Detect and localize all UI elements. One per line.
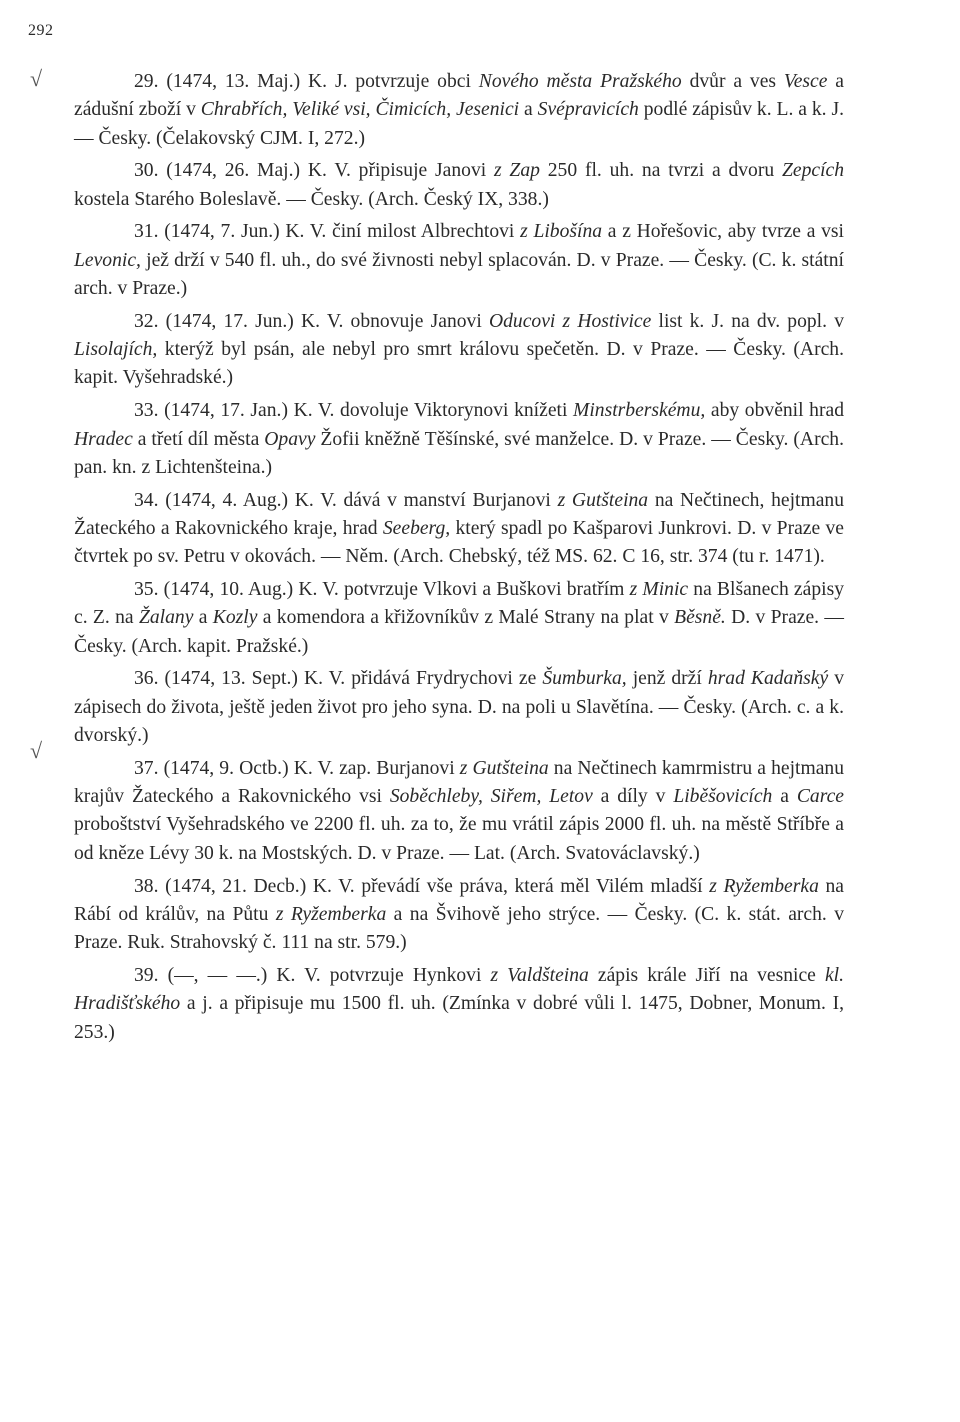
regest-entry-30 (74, 157, 844, 214)
margin-checkmark: √ (30, 66, 43, 91)
entry-text: který spadl po Kašparovi Junkrovi. D. v Praze ve čtvrtek po sv. Petru v okovách. — Něm. (Arch. Chebský, též MS. 62. C 16, str. 374 (tu r. 1471). (74, 517, 844, 568)
italic-name-text: Minstrberskému, (573, 400, 706, 422)
italic-name-text: z Gutšteina (557, 489, 649, 511)
entry-text: a zádušní zboží v (74, 71, 844, 121)
regest-entry-32 (74, 308, 844, 393)
entry-text: dvůr a ves (681, 71, 784, 92)
entry-text: 32. (1474, 17. Jun.) K. V. obnovuje Janovi (134, 310, 489, 332)
entry-text: Žofii kněžně Těšínské, své manželce. D. v Praze. — Česky. (Arch. pan. kn. z Lichtenšteina.) (74, 428, 844, 478)
entry-text: D. v Praze. — Česky. (Arch. kapit. Pražské.) (74, 607, 845, 657)
entry-text: na Rábí od králův, na Půtu (74, 875, 844, 925)
entry-text: a (519, 99, 538, 121)
entry-text: 37. (1474, 9. Octb.) K. V. zap. Burjanovi (134, 757, 460, 779)
entry-text: 33. (1474, 17. Jan.) K. V. dovoluje Viktorynovi knížeti (134, 400, 574, 422)
regest-entry-34 (74, 487, 844, 572)
italic-name-text: z Zap (494, 160, 540, 182)
entry-text: a j. a připisuje mu 1500 fl. uh. (Zmínka v dobré vůli l. 1475, Dobner, Monum. I, 253.) (74, 993, 844, 1043)
italic-name-text: Žalany (138, 607, 194, 629)
regest-entry-37 (74, 755, 844, 868)
entry-text: na Blšanech zápisy c. Z. na (74, 579, 844, 629)
italic-name-text: hrad Kadaňský (707, 668, 829, 690)
entry-text: 38. (1474, 21. Decb.) K. V. převádí vše práva, která měl Vilém mladší (134, 875, 710, 897)
italic-name-text: Nového města Pražského (478, 71, 682, 92)
entry-text: a (772, 786, 797, 808)
italic-name-text: Vesce (783, 71, 828, 92)
italic-name-text: Levonic, (74, 249, 141, 271)
document-body (74, 68, 844, 1051)
regest-entry-31 (74, 218, 844, 303)
entry-text: jež drží v 540 fl. uh., do své živnosti nebyl splacován. D. v Praze. — Česky. (C. k. státní arch. v Praze.) (74, 249, 844, 300)
italic-name-text: Carce (796, 786, 844, 808)
entry-text: 29. (1474, 13. Maj.) K. J. potvrzuje obci (134, 71, 479, 92)
entry-text: a díly v (592, 786, 674, 808)
entry-text: a třetí díl města (132, 428, 265, 450)
entry-text: na Nečtinech kamrmistru a hejtmanu krajův Žateckého a Rakovnického vsi (74, 757, 845, 808)
entry-text: a z Hořešovic, aby tvrze a vsi (602, 221, 844, 243)
entry-text: a na Švihově jeho strýce. — Česky. (C. k. stát. arch. v Praze. Ruk. Strahovský č. 111 na str. 579.) (74, 903, 845, 954)
italic-name-text: Lisolajích, (74, 339, 158, 361)
entry-text: 34. (1474, 4. Aug.) K. V. dává v manství Burjanovi (134, 489, 558, 511)
page-number: 292 (28, 22, 54, 39)
regest-entry-35 (74, 576, 844, 661)
italic-name-text: z Valdšteina (490, 964, 589, 986)
italic-name-text: Liběšovicích (673, 786, 773, 808)
entry-text: 30. (1474, 26. Maj.) K. V. připisuje Janovi (134, 160, 494, 182)
entry-text: zápis krále Jiří na vesnice (588, 964, 825, 986)
italic-name-text: Zepcích (781, 160, 845, 182)
entry-text: a (193, 607, 213, 629)
italic-name-text: Seeberg, (382, 517, 451, 539)
italic-name-text: Běsně. (674, 607, 726, 629)
regest-entry-33 (74, 397, 844, 482)
entry-text: 31. (1474, 7. Jun.) K. V. činí milost Albrechtovi (134, 221, 521, 243)
italic-name-text: Soběchleby, Siřem, Letov (389, 786, 593, 808)
entry-text: 250 fl. uh. na tvrzi a dvoru (539, 160, 782, 182)
entry-text: na Nečtinech, hejtmanu Žateckého a Rakovnického kraje, hrad (74, 489, 845, 539)
italic-name-text: Chrabřích, Veliké vsi, Čimicích, Jesenici (200, 99, 520, 121)
entry-text: kostela Starého Boleslavě. — Česky. (Arch. Český IX, 338.) (74, 188, 549, 210)
italic-name-text: z Gutšteina (459, 757, 549, 779)
margin-checkmark: √ (30, 738, 43, 763)
italic-name-text: kl. Hradišťského (74, 964, 844, 1015)
entry-text: podlé zápisův k. L. a k. J. — Česky. (Čelakovský CJM. I, 272.) (74, 99, 845, 149)
italic-name-text: z Minic (629, 579, 689, 601)
regest-entry-39 (74, 962, 844, 1047)
italic-name-text: Kozly (212, 607, 258, 629)
entry-text: proboštství Vyšehradského ve 2200 fl. uh. za to, že mu vrátil zápis 2000 fl. uh. na městě Stříbře a od kněze Lévy 30 k. na Mostských. D. v Praze. — Lat. (Arch. Svatováclavský.) (74, 814, 844, 864)
italic-name-text: Hradec (74, 428, 133, 450)
entry-text: kterýž byl psán, ale nebyl pro smrt královu spečetěn. D. v Praze. — Česky. (Arch. kapit. Vyšehradské.) (74, 339, 844, 389)
italic-name-text: Šumburka, (542, 668, 627, 690)
italic-name-text: Oducovi z Hostivice (488, 310, 652, 332)
italic-name-text: Opavy (264, 428, 316, 450)
italic-name-text: z Ryžemberka (709, 875, 819, 897)
entry-text: aby obvěnil hrad (705, 400, 844, 422)
regest-entry-38 (74, 873, 844, 958)
entry-text: list k. J. na dv. popl. v (651, 310, 844, 332)
italic-name-text: z Libošína (520, 221, 603, 243)
italic-name-text: Svépravicích (537, 99, 639, 121)
entry-text: v zápisech do života, ještě jeden život pro jeho syna. D. na poli u Slavětína. — Česky. (Arch. c. a k. dvorský.) (74, 668, 844, 747)
regest-entry-36 (74, 665, 844, 750)
regest-entry-29 (74, 68, 844, 153)
entry-text: 35. (1474, 10. Aug.) K. V. potvrzuje Vlkovi a Buškovi bratřím (134, 579, 630, 601)
entry-text: a komendora a křižovníkův z Malé Strany na plat v (257, 607, 675, 629)
entry-text: 36. (1474, 13. Sept.) K. V. přidává Frydrychovi ze (134, 668, 543, 690)
entry-text: jenž drží (626, 668, 708, 690)
entry-text: 39. (—, — —.) K. V. potvrzuje Hynkovi (134, 964, 491, 986)
italic-name-text: z Ryžemberka (275, 903, 387, 925)
